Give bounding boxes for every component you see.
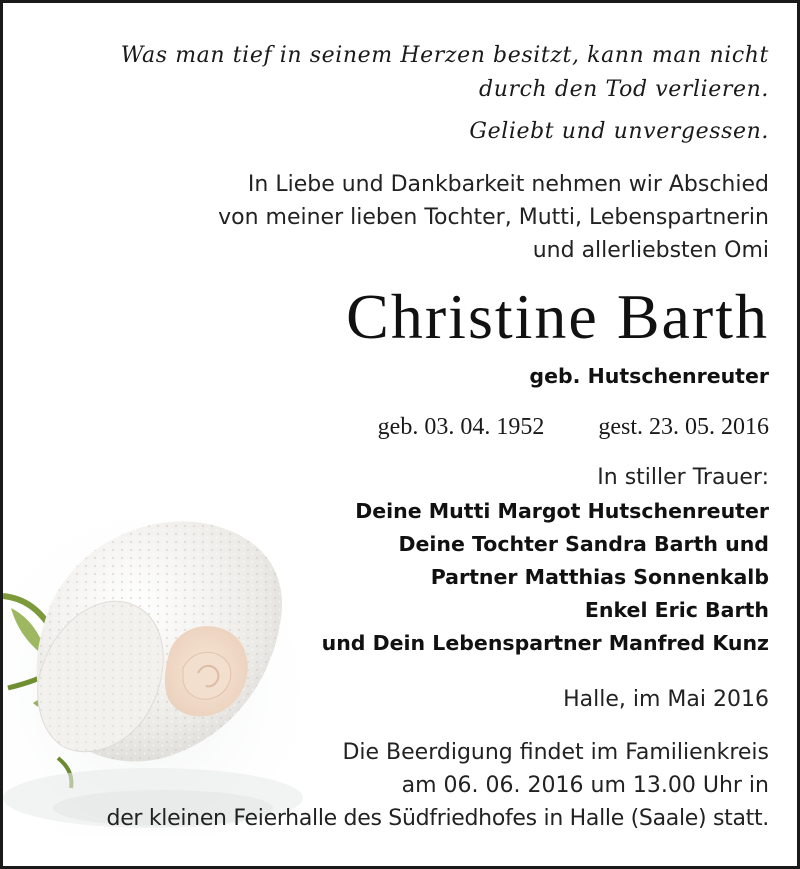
mourner-line-1: Deine Mutti Margot Hutschenreuter (355, 499, 769, 523)
birth-date: geb. 03. 04. 1952 (377, 414, 545, 440)
death-date: gest. 23. 05. 2016 (598, 414, 769, 440)
motto-line-2: durch den Tod verlieren. (479, 77, 769, 102)
mourner-line-2: Deine Tochter Sandra Barth und (398, 532, 769, 556)
intro-line-2: von meiner lieben Tochter, Mutti, Lebenspartnerin (218, 205, 769, 230)
motto-line-1: Was man tief in seinem Herzen besitzt, kann man nicht (120, 43, 769, 68)
birth-name: geb. Hutschenreuter (529, 364, 769, 388)
deceased-name: Christine Barth (346, 281, 769, 352)
mourner-line-3: Partner Matthias Sonnenkalb (430, 565, 769, 589)
funeral-line-1: Die Beerdigung findet im Familienkreis (342, 740, 769, 765)
mourner-line-4: Enkel Eric Barth (584, 598, 769, 622)
funeral-line-3: der kleinen Feierhalle des Südfriedhofes in Halle (Saale) statt. (106, 806, 769, 831)
funeral-line-2: am 06. 06. 2016 um 13.00 Uhr in (401, 773, 769, 798)
intro-line-1: In Liebe und Dankbarkeit nehmen wir Abschied (247, 172, 769, 197)
life-dates (378, 411, 769, 443)
intro-line-3: und allerliebsten Omi (532, 238, 769, 263)
mourners-heading: In stiller Trauer: (597, 465, 769, 490)
place-date: Halle, im Mai 2016 (563, 687, 769, 712)
motto-line-3: Geliebt und unvergessen. (469, 119, 769, 144)
white-rose-image (3, 508, 313, 838)
mourner-line-5: und Dein Lebenspartner Manfred Kunz (321, 631, 769, 655)
